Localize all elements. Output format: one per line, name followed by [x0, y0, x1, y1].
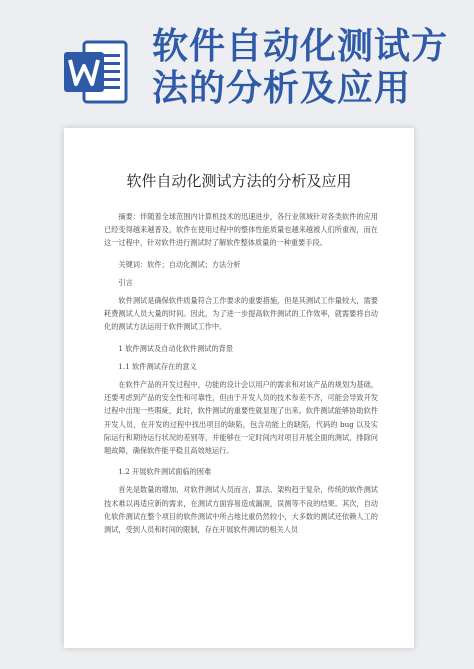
- section-paragraph: 在软件产品的开发过程中，功能的设计会以用户的需求和对该产品的规划为基础，还要考虑到产品的安全性和可靠性，但由于开发人员的技术参差不齐，可能会导致开发过程中出现一些瑕疵，此时，软件测试的重要性就显现了出来。软件测试能够协助软件开发人员，在开发的过程中找出项目的缺陷，包含功能上的缺陷，代码的 bug 以及实际运行和期待运行状况的差别等，并能够在一定时间内对项目开展全面的测试，排除问题故障，确保软件能平稳且高效地运行。: [104, 380, 378, 456]
- word-document-icon: [62, 38, 130, 106]
- document-page: [64, 128, 414, 648]
- subsection-heading: 1.2 开展软件测试面临的困难: [118, 467, 212, 477]
- section-paragraph: 首先是数量的增加，对软件测试人员而言，算法、架构趋于复杂，传统的软件测试技术难以再适应新的需求，在测试方面容易造成漏洞，误测等不良的结果。其次，自动化软件测试在整个项目的软件测试中所占地比重仍然较小，大多数的测试还依赖人工的测试，受到人员和时间的限制，存在开展软件测试的相关人员: [104, 485, 378, 535]
- intro-paragraph: 软件测试是确保软件质量符合工作要求的重要措施，但是其测试工作量较大，需要耗费测试人员大量的时间。因此，为了进一步提高软件测试的工作效率，就需要将自动化的测试方法运用于软件测试工作中。: [104, 296, 378, 332]
- subsection-heading: 1.1 软件测试存在的意义: [118, 361, 197, 371]
- abstract-paragraph: 摘要：伴随着全球范围内计算机技术的迅速进步，各行业领域针对各类软件的应用已经变得越来越普及，软件在使用过程中的整体性能质量也越来越被人们所重视，而在这一过程中，针对软件进行测试时了解软件整体质量的一种重要手段。: [104, 212, 378, 248]
- document-body: [104, 210, 378, 541]
- document-title: 软件自动化测试方法的分析及应用: [126, 172, 352, 190]
- banner-title: 软件自动化测试方法的分析及应用: [152, 26, 449, 109]
- section-heading: 1 软件测试及自动化软件测试的背景: [118, 343, 234, 353]
- keywords-line: 关键词：软件；自动化测试；方法分析: [118, 259, 241, 269]
- intro-heading: 引言: [118, 277, 133, 287]
- banner: [0, 0, 474, 118]
